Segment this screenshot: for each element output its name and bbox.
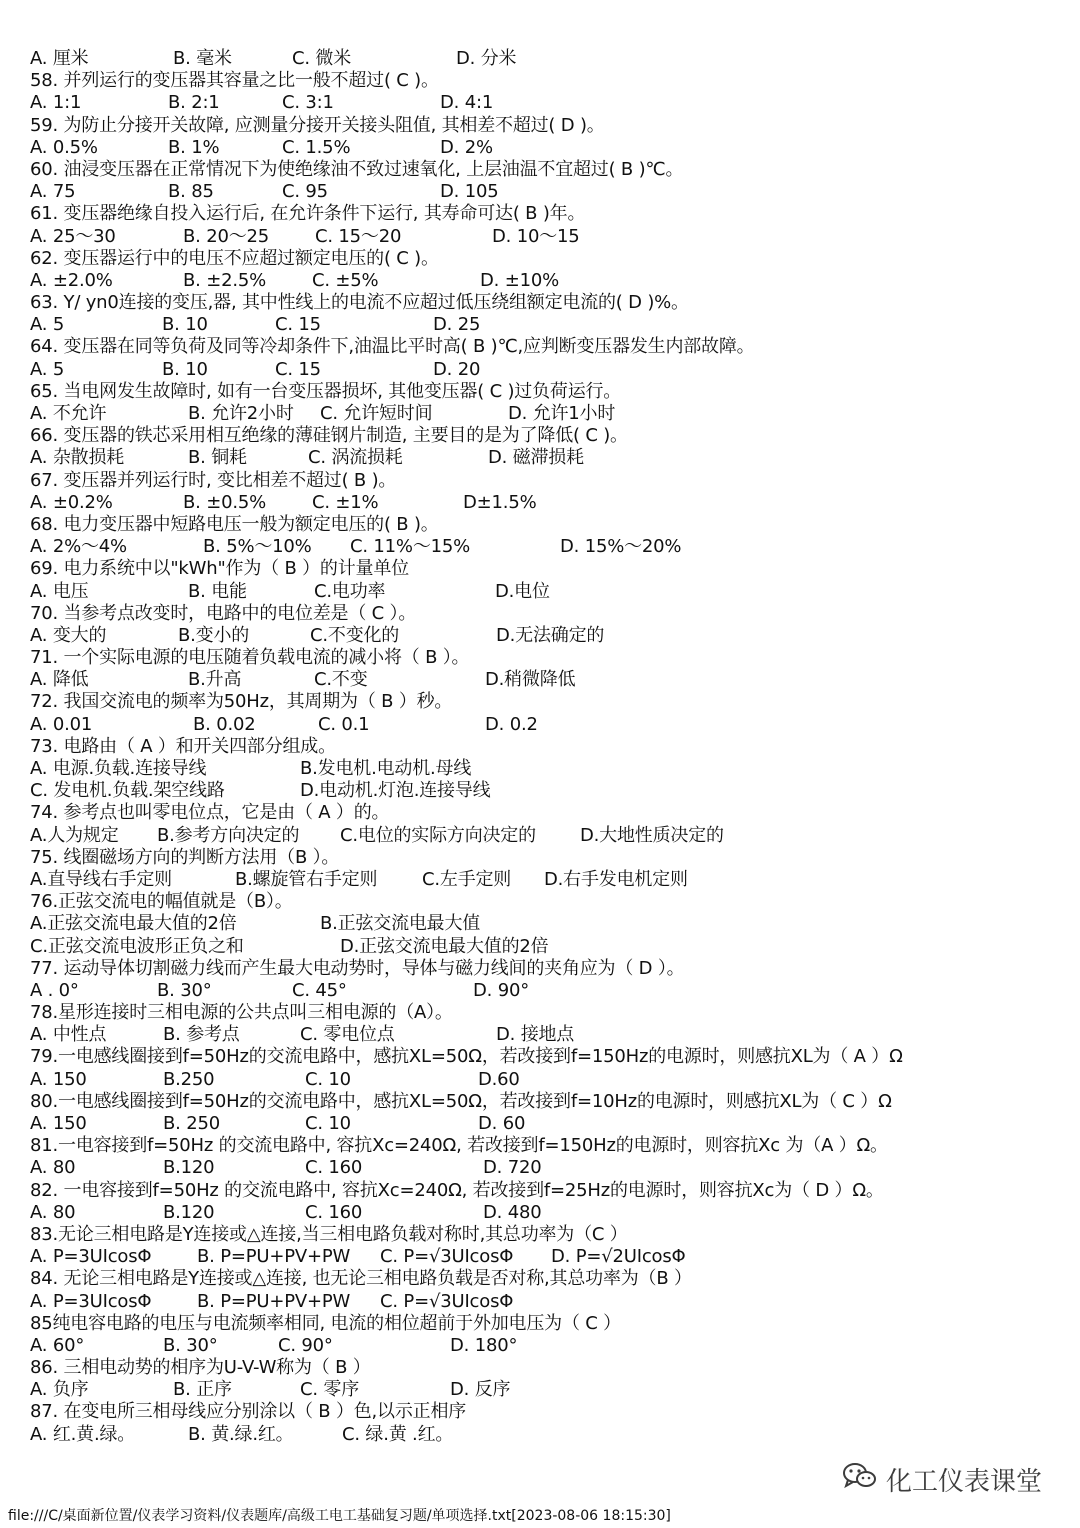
option-text: C. 10 xyxy=(305,1113,351,1134)
option-text: C. 15～20 xyxy=(315,225,402,247)
option-text: C.不变化的 xyxy=(310,624,400,646)
watermark xyxy=(842,1462,1042,1496)
options-line xyxy=(30,913,1050,935)
question-line xyxy=(30,1401,1050,1423)
option-text: D. 60 xyxy=(478,1113,526,1134)
option-text: D.正弦交流电最大值的2倍 xyxy=(340,935,549,957)
option-text: C. 45° xyxy=(292,979,347,1001)
option-text: C. 0.1 xyxy=(318,713,370,735)
option-text: A. 0.5% xyxy=(30,136,98,158)
option-text: C. 90° xyxy=(278,1334,333,1356)
option-text: B.升高 xyxy=(188,669,242,691)
options-line xyxy=(30,869,1050,891)
options-line xyxy=(30,181,1050,203)
option-text: C. P=√3UIcosΦ xyxy=(380,1290,514,1312)
option-text: A. 负序 xyxy=(30,1379,89,1401)
options-line xyxy=(30,314,1050,336)
question-text: 75. 线圈磁场方向的判断方法用（B ）。 xyxy=(30,846,340,868)
option-text: D. 20 xyxy=(433,358,481,380)
option-text: C.正弦交流电波形正负之和 xyxy=(30,935,244,957)
option-text: C. 零电位点 xyxy=(300,1024,395,1046)
question-text: 64. 变压器在同等负荷及同等冷却条件下,油温比平时高( B )℃,应判断变压器发生内部故障。 xyxy=(30,336,755,358)
option-text: C. ±5% xyxy=(312,269,379,291)
question-text: 71. 一个实际电源的电压随着负载电流的减小将（ B ）。 xyxy=(30,647,470,669)
option-text: D. 105 xyxy=(440,181,499,203)
option-text: D. 分米 xyxy=(456,48,517,69)
wechat-icon xyxy=(842,1461,878,1498)
question-line xyxy=(30,891,1050,913)
question-line xyxy=(30,1180,1050,1202)
options-line xyxy=(30,1113,1050,1135)
option-text: B.发电机.电动机.母线 xyxy=(300,758,472,779)
question-line xyxy=(30,336,1050,358)
option-text: C. 零序 xyxy=(300,1379,360,1401)
option-text: B. P=PU+PV+PW xyxy=(197,1246,351,1268)
option-text: A. 80 xyxy=(30,1157,76,1179)
option-text: D. 磁滞损耗 xyxy=(488,447,584,469)
option-text: D. 15%～20% xyxy=(560,536,682,558)
options-line xyxy=(30,581,1050,603)
options-line xyxy=(30,270,1050,292)
question-text: 77. 运动导体切割磁力线而产生最大电动势时，导体与磁力线间的夹角应为（ D ）。 xyxy=(30,957,685,979)
option-text: A . 0° xyxy=(30,979,79,1001)
question-text: 87. 在变电所三相母线应分别涂以（ B ）色,以示正相序 xyxy=(30,1401,467,1423)
question-line xyxy=(30,425,1050,447)
options-line xyxy=(30,936,1050,958)
option-text: D. 4:1 xyxy=(440,92,494,114)
options-line xyxy=(30,48,1050,70)
option-text: D. 25 xyxy=(433,314,481,336)
question-text: 83.无论三相电路是Y连接或△连接,当三相电路负载对称时,其总功率为（C ） xyxy=(30,1223,628,1245)
question-text: 60. 油浸变压器在正常情况下为使绝缘油不致过速氧化, 上层油温不宜超过( B )℃。 xyxy=(30,158,684,180)
option-text: D. 10～15 xyxy=(492,225,580,247)
option-text: C.不变 xyxy=(314,669,368,691)
question-line xyxy=(30,159,1050,181)
question-line xyxy=(30,558,1050,580)
question-line xyxy=(30,647,1050,669)
option-text: B. 正序 xyxy=(173,1379,232,1401)
question-line xyxy=(30,1091,1050,1113)
question-text: 78.星形连接时三相电源的公共点叫三相电源的（A）。 xyxy=(30,1002,453,1024)
option-text: A.直导线右手定则 xyxy=(30,868,172,890)
question-text: 70. 当参考点改变时，电路中的电位差是（ C ）。 xyxy=(30,602,417,624)
options-line xyxy=(30,226,1050,248)
option-text: A. ±0.2% xyxy=(30,491,113,513)
option-text: B. 30° xyxy=(157,979,212,1001)
option-text: D. 接地点 xyxy=(496,1024,575,1046)
option-text: A. ±2.0% xyxy=(30,269,113,291)
option-text: D. 0.2 xyxy=(485,713,538,735)
question-text: 73. 电路由（ A ）和开关四部分组成。 xyxy=(30,735,336,757)
option-text: B. ±2.5% xyxy=(183,269,267,291)
options-line xyxy=(30,137,1050,159)
question-line xyxy=(30,514,1050,536)
option-text: B.螺旋管右手定则 xyxy=(235,868,378,890)
option-text: A. 5 xyxy=(30,358,65,380)
question-line xyxy=(30,1224,1050,1246)
option-text: A. 电压 xyxy=(30,580,89,602)
option-text: B.120 xyxy=(163,1201,215,1223)
question-text: 61. 变压器绝缘自投入运行后, 在允许条件下运行, 其寿命可达( B )年。 xyxy=(30,203,586,225)
option-text: B. 5%～10% xyxy=(203,536,312,558)
question-line xyxy=(30,248,1050,270)
option-text: A. 75 xyxy=(30,181,76,203)
option-text: D.电位 xyxy=(495,580,550,602)
option-text: D.电动机.灯泡.连接导线 xyxy=(300,780,491,802)
option-text: D.无法确定的 xyxy=(496,624,605,646)
option-text: A. 5 xyxy=(30,314,65,336)
option-text: C. 15 xyxy=(275,314,321,336)
option-text: B.250 xyxy=(163,1068,215,1090)
question-line xyxy=(30,203,1050,225)
question-line xyxy=(30,1002,1050,1024)
option-text: B. P=PU+PV+PW xyxy=(197,1290,351,1312)
option-text: B. 0.02 xyxy=(193,713,256,735)
options-line xyxy=(30,625,1050,647)
question-text: 80.一电感线圈接到f=50Hz的交流电路中，感抗XL=50Ω，若改接到f=10Hz的电源时，则感抗XL为（ C ）Ω xyxy=(30,1090,892,1112)
option-text: A. 25～30 xyxy=(30,225,116,247)
option-text: A. 60° xyxy=(30,1334,85,1356)
option-text: A. 1:1 xyxy=(30,92,82,114)
option-text: A. 80 xyxy=(30,1201,76,1223)
question-text: 79.一电感线圈接到f=50Hz的交流电路中，感抗XL=50Ω，若改接到f=150Hz的电源时，则感抗XL为（ A ）Ω xyxy=(30,1046,903,1068)
question-line xyxy=(30,958,1050,980)
option-text: B. 允许2小时 xyxy=(188,403,294,424)
option-text: C. P=√3UIcosΦ xyxy=(380,1246,514,1268)
option-text: D.稍微降低 xyxy=(485,669,576,691)
option-text: D.60 xyxy=(478,1068,520,1090)
options-line xyxy=(30,980,1050,1002)
option-text: C. 10 xyxy=(305,1068,351,1090)
question-text: 59. 为防止分接开关故障, 应测量分接开关接头阻值, 其相差不超过( D )。 xyxy=(30,114,605,136)
option-text: D.右手发电机定则 xyxy=(544,868,688,890)
question-line xyxy=(30,292,1050,314)
option-text: C. 95 xyxy=(282,181,328,203)
question-text: 74. 参考点也叫零电位点，它是由（ A ）的。 xyxy=(30,802,390,824)
option-text: B.变小的 xyxy=(178,624,250,646)
option-text: D. 90° xyxy=(473,979,530,1001)
option-text: B. ±0.5% xyxy=(183,491,267,513)
options-line xyxy=(30,447,1050,469)
options-line xyxy=(30,1157,1050,1179)
option-text: A. 150 xyxy=(30,1113,87,1134)
option-text: C. 1.5% xyxy=(282,136,351,158)
question-text: 68. 电力变压器中短路电压一般为额定电压的( B )。 xyxy=(30,513,439,535)
option-text: A. 降低 xyxy=(30,669,89,691)
option-text: B. 电能 xyxy=(188,580,247,602)
option-text: A.人为规定 xyxy=(30,824,119,846)
option-text: B.参考方向决定的 xyxy=(157,824,300,846)
question-list xyxy=(30,48,1050,1446)
option-text: A. 杂散损耗 xyxy=(30,447,125,469)
option-text: A. 2%～4% xyxy=(30,536,127,558)
options-line xyxy=(30,1069,1050,1091)
options-line xyxy=(30,714,1050,736)
options-line xyxy=(30,403,1050,425)
option-text: C. 3:1 xyxy=(282,92,334,114)
question-line xyxy=(30,470,1050,492)
options-line xyxy=(30,1024,1050,1046)
option-text: C. 11%～15% xyxy=(350,536,471,558)
question-text: 63. Y/ yn0连接的变压,器, 其中性线上的电流不应超过低压绕组额定电流的( D )%。 xyxy=(30,292,689,314)
option-text: C. 绿.黄 .红。 xyxy=(342,1423,454,1445)
options-line xyxy=(30,780,1050,802)
options-line xyxy=(30,1246,1050,1268)
question-line xyxy=(30,1046,1050,1068)
option-text: C. ±1% xyxy=(312,491,379,513)
option-text: A. 变大的 xyxy=(30,624,107,646)
option-text: B. 10 xyxy=(162,358,208,380)
option-text: A. P=3UIcosΦ xyxy=(30,1290,152,1312)
option-text: B. 参考点 xyxy=(163,1024,240,1046)
option-text: B.120 xyxy=(163,1157,215,1179)
question-text: 76.正弦交流电的幅值就是（B）。 xyxy=(30,891,293,913)
option-text: A.正弦交流电最大值的2倍 xyxy=(30,913,237,935)
option-text: C. 涡流损耗 xyxy=(308,447,403,469)
option-text: A. 中性点 xyxy=(30,1024,107,1046)
option-text: D. P=√2UIcosΦ xyxy=(551,1246,686,1268)
question-line xyxy=(30,115,1050,137)
option-text: C. 允许短时间 xyxy=(320,403,433,424)
question-text: 72. 我国交流电的频率为50Hz，其周期为（ B ）秒。 xyxy=(30,691,453,713)
option-text: A. 厘米 xyxy=(30,48,89,69)
option-text: D.大地性质决定的 xyxy=(580,824,724,846)
option-text: B. 20～25 xyxy=(183,225,270,247)
question-line xyxy=(30,847,1050,869)
option-text: C.电位的实际方向决定的 xyxy=(340,824,536,846)
options-line xyxy=(30,492,1050,514)
option-text: B.正弦交流电最大值 xyxy=(320,913,481,935)
option-text: A. 红.黄.绿。 xyxy=(30,1423,136,1445)
option-text: C.电功率 xyxy=(314,580,386,602)
question-line xyxy=(30,1357,1050,1379)
option-text: D. 180° xyxy=(450,1334,518,1356)
question-text: 82. 一电容接到f=50Hz 的交流电路中, 容抗Xc=240Ω, 若改接到f=25Hz的电源时，则容抗Xc为（ D ）Ω。 xyxy=(30,1179,884,1201)
option-text: C. 160 xyxy=(305,1157,363,1179)
question-text: 66. 变压器的铁芯采用相互绝缘的薄硅钢片制造, 主要目的是为了降低( C )。 xyxy=(30,425,628,447)
options-line xyxy=(30,359,1050,381)
option-text: D±1.5% xyxy=(463,491,537,513)
question-line xyxy=(30,736,1050,758)
option-text: C. 15 xyxy=(275,358,321,380)
question-text: 81.一电容接到f=50Hz 的交流电路中, 容抗Xc=240Ω, 若改接到f=150Hz的电源时，则容抗Xc 为（A ）Ω。 xyxy=(30,1135,888,1157)
question-line xyxy=(30,1135,1050,1157)
question-text: 86. 三相电动势的相序为U-V-W称为（ B ） xyxy=(30,1357,371,1379)
option-text: A. 0.01 xyxy=(30,713,93,735)
option-text: C. 发电机.负载.架空线路 xyxy=(30,780,225,802)
question-line xyxy=(30,603,1050,625)
options-line xyxy=(30,1424,1050,1446)
option-text: D. ±10% xyxy=(480,269,559,291)
question-line xyxy=(30,802,1050,824)
option-text: B. 2:1 xyxy=(168,92,220,114)
question-text: 62. 变压器运行中的电压不应超过额定电压的( C )。 xyxy=(30,247,439,269)
watermark-text: 化工仪表课堂 xyxy=(886,1466,1043,1497)
option-text: B. 10 xyxy=(162,314,208,336)
option-text: B. 黄.绿.红。 xyxy=(188,1423,294,1445)
options-line xyxy=(30,536,1050,558)
options-line xyxy=(30,92,1050,114)
option-text: B. 250 xyxy=(163,1113,220,1134)
options-line xyxy=(30,758,1050,780)
option-text: C.左手定则 xyxy=(422,868,512,890)
file-path-footer: file:///C/桌面新位置/仪表学习资料/仪表题库/高级工电工基础复习题/单项选择.txt[2023-08-06 18:15:30] xyxy=(8,1508,671,1524)
options-line xyxy=(30,1291,1050,1313)
option-text: A. P=3UIcosΦ xyxy=(30,1246,152,1268)
option-text: A. 150 xyxy=(30,1068,87,1090)
question-text: 65. 当电网发生故障时, 如有一台变压器损坏, 其他变压器( C )过负荷运行。 xyxy=(30,380,622,402)
option-text: B. 毫米 xyxy=(173,48,232,69)
option-text: D. 反序 xyxy=(450,1379,511,1401)
options-line xyxy=(30,1335,1050,1357)
question-text: 69. 电力系统中以"kWh"作为（ B ）的计量单位 xyxy=(30,558,409,580)
option-text: D. 允许1小时 xyxy=(508,403,616,424)
option-text: A. 电源.负载.连接导线 xyxy=(30,758,207,779)
question-line xyxy=(30,381,1050,403)
option-text: D. 720 xyxy=(483,1157,542,1179)
options-line xyxy=(30,1379,1050,1401)
question-text: 85纯电容电路的电压与电流频率相同, 电流的相位超前于外加电压为（ C ） xyxy=(30,1312,621,1334)
options-line xyxy=(30,669,1050,691)
question-line xyxy=(30,1268,1050,1290)
question-text: 84. 无论三相电路是Y连接或△连接, 也无论三相电路负载是否对称,其总功率为（B ） xyxy=(30,1268,692,1290)
options-line xyxy=(30,825,1050,847)
option-text: C. 160 xyxy=(305,1201,363,1223)
question-line xyxy=(30,691,1050,713)
question-text: 58. 并列运行的变压器其容量之比一般不超过( C )。 xyxy=(30,70,439,92)
option-text: D. 480 xyxy=(483,1201,542,1223)
option-text: B. 85 xyxy=(168,181,214,203)
options-line xyxy=(30,1202,1050,1224)
question-line xyxy=(30,70,1050,92)
option-text: A. 不允许 xyxy=(30,403,107,424)
option-text: B. 1% xyxy=(168,136,220,158)
option-text: B. 30° xyxy=(163,1334,218,1356)
option-text: D. 2% xyxy=(440,136,493,158)
question-text: 67. 变压器并列运行时, 变比相差不超过( B )。 xyxy=(30,469,397,491)
option-text: C. 微米 xyxy=(292,48,352,69)
option-text: B. 铜耗 xyxy=(188,447,247,469)
question-line xyxy=(30,1313,1050,1335)
